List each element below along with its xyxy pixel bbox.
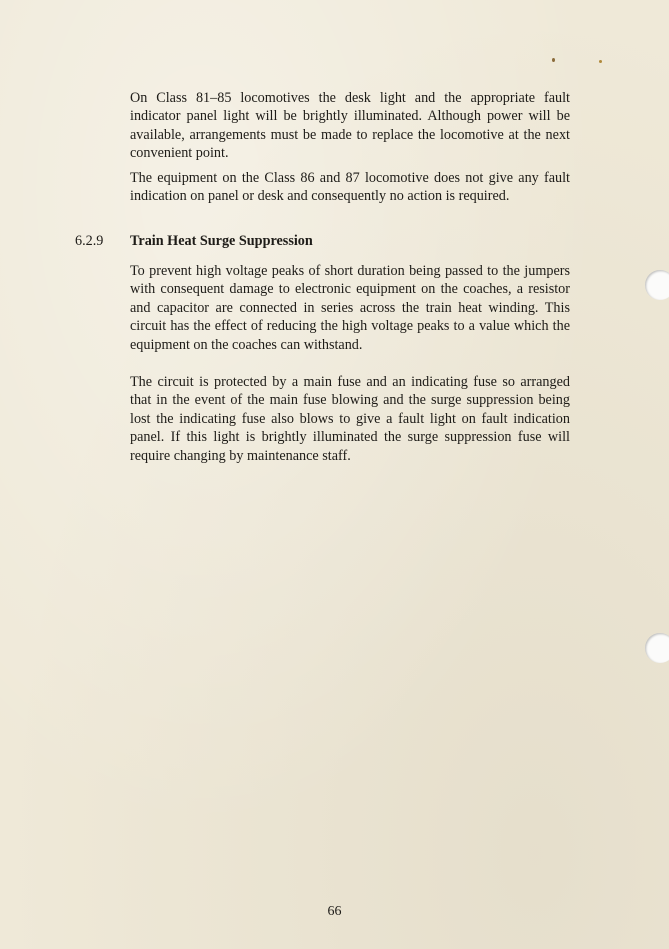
paper-speck — [552, 58, 555, 62]
punch-hole-icon — [645, 633, 669, 663]
section-number: 6.2.9 — [75, 233, 104, 249]
paragraph-class-81-85: On Class 81–85 locomotives the desk light and the appropriate fault indicator panel light will be brightly illuminated. Although power will be available, arrangements must be made to replace the locomotive at the next convenient point. — [130, 90, 570, 162]
paragraph-class-86-87: The equipment on the Class 86 and 87 locomotive does not give any fault indication on panel or desk and consequently no action is required. — [130, 170, 570, 205]
paper-speck — [599, 60, 602, 63]
punch-hole-icon — [645, 270, 669, 300]
paragraph-surge-protection: The circuit is protected by a main fuse and an indicating fuse so arranged that in the event of the main fuse blowing and the surge suppression being lost the indicating fuse also blows to give a fault light on fault indication panel. If this light is brightly illuminated the surge suppression fuse will require changing by maintenance staff. — [130, 374, 570, 464]
page-number: 66 — [327, 904, 342, 919]
section-title: Train Heat Surge Suppression — [130, 233, 313, 249]
paragraph-surge-purpose: To prevent high voltage peaks of short duration being passed to the jumpers with consequent damage to electronic equipment on the coaches, a resistor and capacitor are connected in series across the train heat winding. This circuit has the effect of reducing the high voltage peaks to a value which the equipment on the coaches can withstand. — [130, 263, 570, 353]
